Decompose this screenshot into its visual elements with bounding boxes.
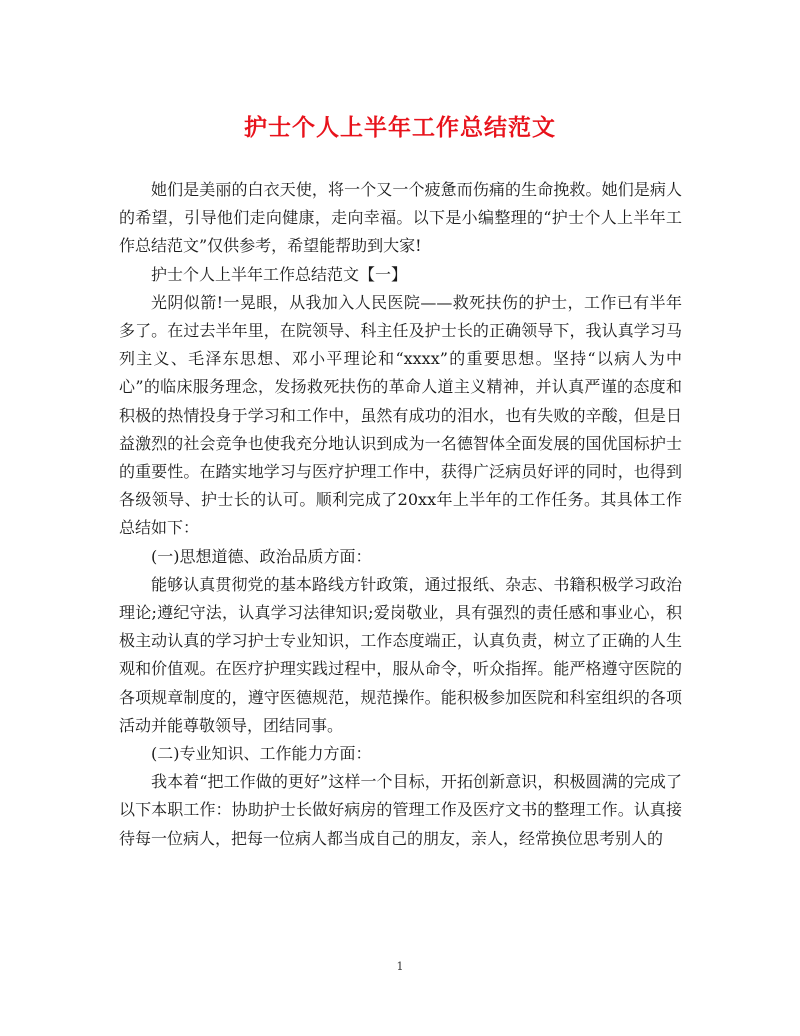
subsection-heading: (二)专业知识、工作能力方面： xyxy=(151,744,372,764)
body-paragraph: 能够认真贯彻党的基本路线方针政策，通过报纸、杂志、书籍积极学习政治理论;遵纪守法，认真学习法律知识;爱岗敬业，具有强烈的责任感和事业心，积极主动认真的学习护士专业知识，工作态度端正，认真负责，树立了正确的人生观和价值观。在医疗护理实践过程中，服从命令，听众指挥。能严格遵守医院的各项规章制度的，遵守医德规范，规范操作。能积极参加医院和科室组织的各项活动并能尊敬领导，团结同事。 xyxy=(119,574,682,735)
page-number: 1 xyxy=(396,960,404,973)
document-title: 护士个人上半年工作总结范文 xyxy=(244,114,556,141)
body-paragraph: 光阴似箭!一晃眼，从我加入人民医院——救死扶伤的护士，工作已有半年多了。在过去半年里，在院领导、科主任及护士长的正确领导下，我认真学习马列主义、毛泽东思想、邓小平理论和“xxxx”的重要思想。坚持“以病人为中心”的临床服务理念，发扬救死扶伤的革命人道主义精神，并认真严谨的态度和积极的热情投身于学习和工作中，虽然有成功的泪水，也有失败的辛酸，但是日益激烈的社会竞争也使我充分地认识到成为一名德智体全面发展的国优国标护士的重要性。在踏实地学习与医疗护理工作中，获得广泛病员好评的同时，也得到各级领导、护士长的认可。顺利完成了20xx年上半年的工作任务。其具体工作总结如下： xyxy=(119,292,682,538)
body-paragraph: 我本着“把工作做的更好”这样一个目标，开拓创新意识，积极圆满的完成了以下本职工作：协助护士长做好病房的管理工作及医疗文书的整理工作。认真接待每一位病人，把每一位病人都当成自己的朋友，亲人，经常换位思考别人的 xyxy=(119,772,682,848)
intro-paragraph: 她们是美丽的白衣天使，将一个又一个疲惫而伤痛的生命挽救。她们是病人的希望，引导他们走向健康，走向幸福。以下是小编整理的“护士个人上半年工作总结范文”仅供参考，希望能帮助到大家! xyxy=(119,180,682,256)
document-body xyxy=(119,176,682,853)
section-heading: 护士个人上半年工作总结范文【一】 xyxy=(151,264,408,284)
subsection-heading: (一)思想道德、政治品质方面： xyxy=(151,546,372,566)
